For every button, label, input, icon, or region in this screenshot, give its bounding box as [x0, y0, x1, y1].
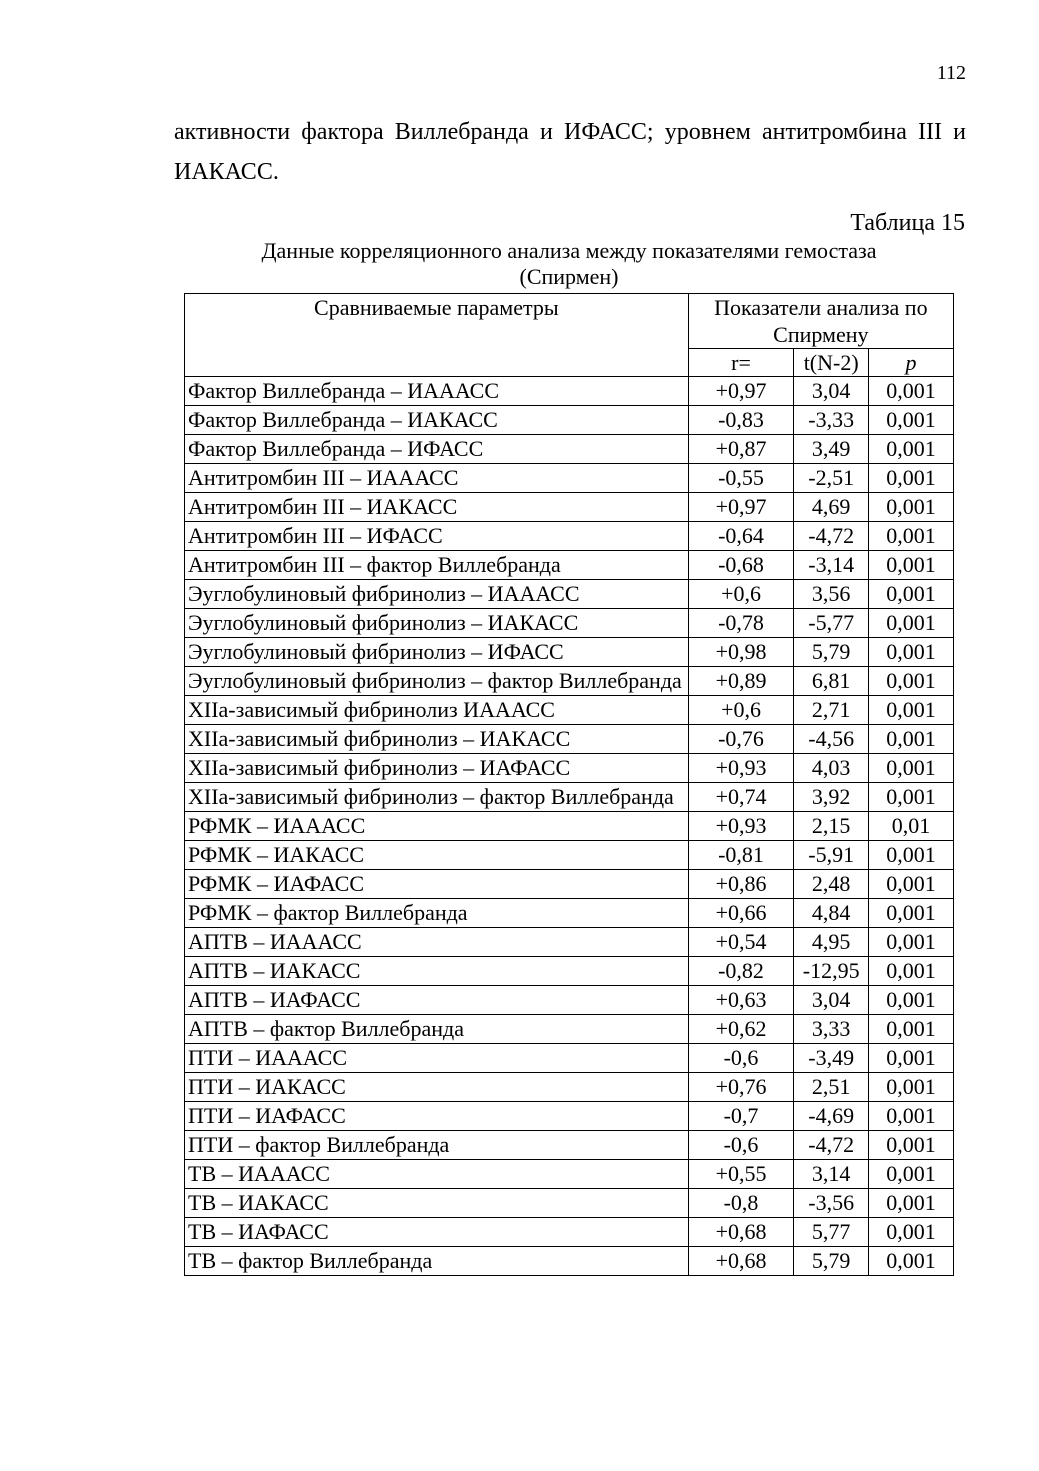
table-caption [184, 238, 954, 290]
cell-compared-parameters: XIIа-зависимый фибринолиз – ИАФАСС [185, 754, 689, 783]
table-row [185, 1247, 954, 1276]
cell-r: -0,8 [688, 1189, 794, 1218]
cell-r: +0,86 [688, 870, 794, 899]
cell-p: 0,001 [868, 986, 953, 1015]
cell-r: +0,97 [688, 377, 794, 406]
cell-compared-parameters: XIIа-зависимый фибринолиз – фактор Виллебранда [185, 783, 689, 812]
table-row [185, 725, 954, 754]
correlation-table [184, 293, 954, 1276]
cell-r: +0,6 [688, 696, 794, 725]
table-row [185, 551, 954, 580]
table-row [185, 493, 954, 522]
header-spearman-indicators: Показатели анализа по Спирмену [688, 294, 953, 349]
cell-p: 0,001 [868, 957, 953, 986]
page-number: 112 [936, 62, 966, 84]
cell-t: -4,72 [794, 1131, 869, 1160]
cell-t: -3,14 [794, 551, 869, 580]
cell-p: 0,001 [868, 406, 953, 435]
table-row [185, 667, 954, 696]
cell-p: 0,001 [868, 493, 953, 522]
cell-t: 4,69 [794, 493, 869, 522]
table-row [185, 696, 954, 725]
cell-p: 0,001 [868, 1015, 953, 1044]
table-row [185, 899, 954, 928]
cell-p: 0,001 [868, 928, 953, 957]
cell-t: -3,33 [794, 406, 869, 435]
cell-p: 0,001 [868, 870, 953, 899]
cell-r: +0,97 [688, 493, 794, 522]
table-row [185, 754, 954, 783]
cell-compared-parameters: ТВ – фактор Виллебранда [185, 1247, 689, 1276]
cell-p: 0,001 [868, 696, 953, 725]
cell-p: 0,001 [868, 1160, 953, 1189]
cell-t: -5,77 [794, 609, 869, 638]
cell-r: +0,74 [688, 783, 794, 812]
cell-p: 0,001 [868, 522, 953, 551]
table-row [185, 783, 954, 812]
cell-compared-parameters: РФМК – ИАКАСС [185, 841, 689, 870]
cell-t: -2,51 [794, 464, 869, 493]
cell-p: 0,001 [868, 435, 953, 464]
table-row [185, 609, 954, 638]
cell-r: -0,76 [688, 725, 794, 754]
cell-r: +0,68 [688, 1218, 794, 1247]
cell-r: -0,83 [688, 406, 794, 435]
cell-t: 3,04 [794, 986, 869, 1015]
cell-t: 4,84 [794, 899, 869, 928]
table-body [185, 377, 954, 1276]
cell-p: 0,001 [868, 638, 953, 667]
cell-compared-parameters: ПТИ – фактор Виллебранда [185, 1131, 689, 1160]
cell-t: 3,56 [794, 580, 869, 609]
table-row [185, 841, 954, 870]
cell-p: 0,001 [868, 1189, 953, 1218]
cell-t: 3,49 [794, 435, 869, 464]
cell-p: 0,001 [868, 1073, 953, 1102]
cell-compared-parameters: ТВ – ИАААСС [185, 1160, 689, 1189]
cell-t: 5,79 [794, 638, 869, 667]
cell-p: 0,001 [868, 725, 953, 754]
table-row [185, 406, 954, 435]
header-compared-parameters: Сравниваемые параметры [185, 294, 689, 377]
cell-r: +0,63 [688, 986, 794, 1015]
cell-r: +0,54 [688, 928, 794, 957]
table-row [185, 377, 954, 406]
cell-r: -0,7 [688, 1102, 794, 1131]
cell-t: -4,69 [794, 1102, 869, 1131]
table-caption-line-2: (Спирмен) [519, 264, 619, 289]
cell-r: -0,55 [688, 464, 794, 493]
header-p: p [868, 349, 953, 377]
cell-compared-parameters: ПТИ – ИАФАСС [185, 1102, 689, 1131]
table-row [185, 638, 954, 667]
cell-compared-parameters: ТВ – ИАКАСС [185, 1189, 689, 1218]
cell-compared-parameters: ПТИ – ИАКАСС [185, 1073, 689, 1102]
cell-compared-parameters: Фактор Виллебранда – ИАААСС [185, 377, 689, 406]
table-row [185, 1015, 954, 1044]
cell-t: 2,51 [794, 1073, 869, 1102]
cell-t: 3,04 [794, 377, 869, 406]
header-t: t(N-2) [794, 349, 869, 377]
table-header [185, 294, 954, 377]
cell-r: +0,76 [688, 1073, 794, 1102]
table-row [185, 870, 954, 899]
cell-compared-parameters: ПТИ – ИАААСС [185, 1044, 689, 1073]
table-label: Таблица 15 [850, 210, 965, 236]
cell-t: 5,77 [794, 1218, 869, 1247]
cell-t: 5,79 [794, 1247, 869, 1276]
cell-compared-parameters: РФМК – ИАФАСС [185, 870, 689, 899]
cell-t: 3,92 [794, 783, 869, 812]
cell-compared-parameters: Эуглобулиновый фибринолиз – ИАААСС [185, 580, 689, 609]
cell-compared-parameters: РФМК – ИАААСС [185, 812, 689, 841]
table-row [185, 1189, 954, 1218]
cell-p: 0,001 [868, 377, 953, 406]
cell-compared-parameters: Антитромбин III – фактор Виллебранда [185, 551, 689, 580]
header-r: r= [688, 349, 794, 377]
cell-t: -4,72 [794, 522, 869, 551]
cell-t: -4,56 [794, 725, 869, 754]
cell-r: +0,66 [688, 899, 794, 928]
cell-p: 0,01 [868, 812, 953, 841]
cell-r: +0,87 [688, 435, 794, 464]
cell-compared-parameters: ТВ – ИАФАСС [185, 1218, 689, 1247]
table-row [185, 1073, 954, 1102]
cell-t: 4,03 [794, 754, 869, 783]
cell-p: 0,001 [868, 1218, 953, 1247]
cell-compared-parameters: Фактор Виллебранда – ИАКАСС [185, 406, 689, 435]
paragraph-line-1: активности фактора Виллебранда и ИФАСС; уровнем антитромбина III и [174, 119, 966, 145]
cell-compared-parameters: XIIа-зависимый фибринолиз ИАААСС [185, 696, 689, 725]
cell-p: 0,001 [868, 1102, 953, 1131]
cell-p: 0,001 [868, 841, 953, 870]
cell-p: 0,001 [868, 1044, 953, 1073]
table-row [185, 435, 954, 464]
cell-p: 0,001 [868, 464, 953, 493]
cell-p: 0,001 [868, 1131, 953, 1160]
table-caption-line-1: Данные корреляционного анализа между показателями гемостаза [261, 238, 877, 263]
cell-r: +0,62 [688, 1015, 794, 1044]
cell-r: -0,81 [688, 841, 794, 870]
cell-compared-parameters: АПТВ – ИАКАСС [185, 957, 689, 986]
cell-p: 0,001 [868, 609, 953, 638]
cell-compared-parameters: XIIа-зависимый фибринолиз – ИАКАСС [185, 725, 689, 754]
body-paragraph [174, 112, 966, 192]
cell-r: -0,82 [688, 957, 794, 986]
cell-r: +0,93 [688, 754, 794, 783]
cell-p: 0,001 [868, 551, 953, 580]
table-row [185, 1131, 954, 1160]
cell-t: 3,14 [794, 1160, 869, 1189]
table-row [185, 1102, 954, 1131]
cell-compared-parameters: АПТВ – ИАФАСС [185, 986, 689, 1015]
cell-t: 3,33 [794, 1015, 869, 1044]
table-row [185, 812, 954, 841]
cell-p: 0,001 [868, 783, 953, 812]
cell-t: 4,95 [794, 928, 869, 957]
cell-compared-parameters: Фактор Виллебранда – ИФАСС [185, 435, 689, 464]
cell-p: 0,001 [868, 899, 953, 928]
table-row [185, 986, 954, 1015]
cell-p: 0,001 [868, 754, 953, 783]
cell-p: 0,001 [868, 580, 953, 609]
table-row [185, 1160, 954, 1189]
cell-r: -0,64 [688, 522, 794, 551]
cell-r: +0,55 [688, 1160, 794, 1189]
cell-r: -0,6 [688, 1131, 794, 1160]
table-row [185, 957, 954, 986]
table-row [185, 522, 954, 551]
cell-t: -12,95 [794, 957, 869, 986]
cell-compared-parameters: Антитромбин III – ИАКАСС [185, 493, 689, 522]
cell-t: -3,49 [794, 1044, 869, 1073]
cell-t: 2,15 [794, 812, 869, 841]
table-row [185, 464, 954, 493]
cell-t: 2,71 [794, 696, 869, 725]
cell-r: +0,93 [688, 812, 794, 841]
cell-compared-parameters: Антитромбин III – ИФАСС [185, 522, 689, 551]
cell-compared-parameters: АПТВ – ИАААСС [185, 928, 689, 957]
cell-r: +0,89 [688, 667, 794, 696]
cell-compared-parameters: АПТВ – фактор Виллебранда [185, 1015, 689, 1044]
cell-compared-parameters: Эуглобулиновый фибринолиз – ИАКАСС [185, 609, 689, 638]
table-row [185, 1218, 954, 1247]
cell-t: 2,48 [794, 870, 869, 899]
table-row [185, 1044, 954, 1073]
cell-r: +0,98 [688, 638, 794, 667]
cell-compared-parameters: Антитромбин III – ИАААСС [185, 464, 689, 493]
table-row [185, 928, 954, 957]
paragraph-line-2: ИАКАСС. [174, 159, 279, 185]
cell-r: -0,68 [688, 551, 794, 580]
table-row [185, 580, 954, 609]
cell-t: -3,56 [794, 1189, 869, 1218]
cell-t: -5,91 [794, 841, 869, 870]
cell-compared-parameters: Эуглобулиновый фибринолиз – ИФАСС [185, 638, 689, 667]
cell-r: +0,68 [688, 1247, 794, 1276]
cell-compared-parameters: Эуглобулиновый фибринолиз – фактор Виллебранда [185, 667, 689, 696]
cell-r: -0,6 [688, 1044, 794, 1073]
cell-p: 0,001 [868, 667, 953, 696]
cell-compared-parameters: РФМК – фактор Виллебранда [185, 899, 689, 928]
cell-t: 6,81 [794, 667, 869, 696]
cell-p: 0,001 [868, 1247, 953, 1276]
cell-r: +0,6 [688, 580, 794, 609]
cell-r: -0,78 [688, 609, 794, 638]
